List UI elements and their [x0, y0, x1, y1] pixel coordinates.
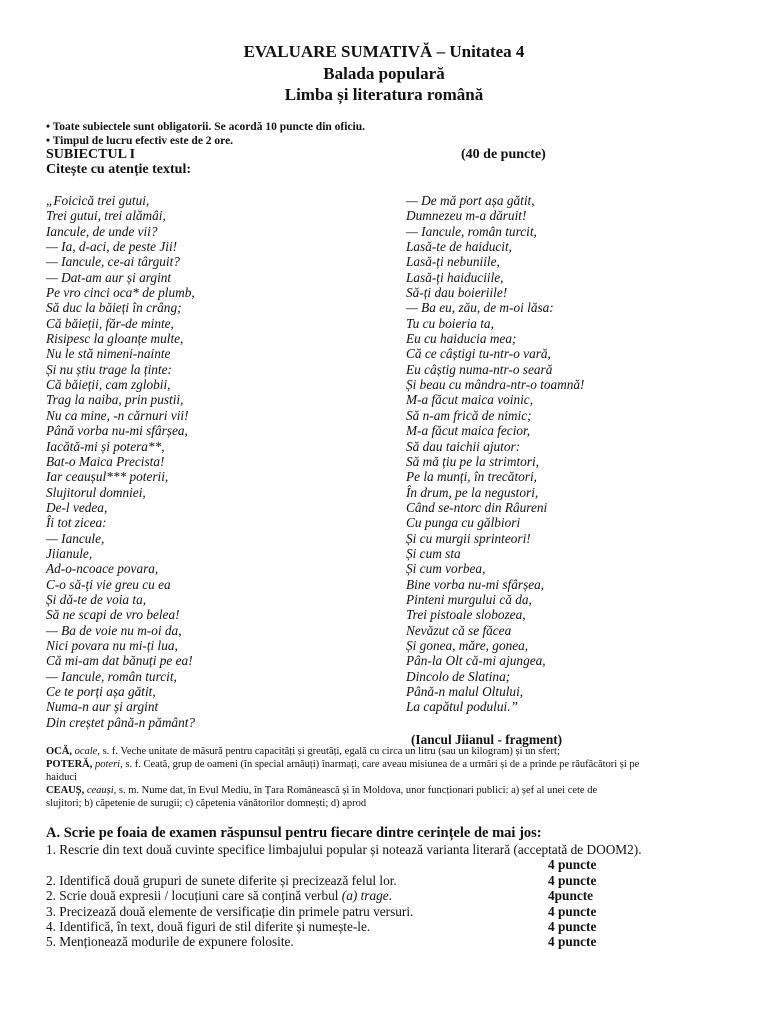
poem-verse: Iar ceaușul*** poterii,: [46, 469, 169, 485]
poem-verse: Trei gutui, trei alămâi,: [46, 208, 166, 224]
poem-verse: Că băieții, făr-de minte,: [46, 315, 174, 331]
poem-verse: Jiianule,: [46, 545, 93, 561]
poem-verse: Să duc la băieți în crâng;: [46, 300, 182, 316]
poem-verse: Eu câștig numa-ntr-o seară: [406, 361, 553, 377]
poem-verse: Trei pistoale slobozea,: [406, 607, 526, 623]
poem-right-column: [406, 193, 584, 715]
glossary-definition: s. f. Veche unitate de măsură pentru capacități și greutăți, egală cu circa un litru (sau un kilogram) și un sfert;: [99, 746, 560, 757]
task-verb: (a) trage: [341, 888, 389, 903]
poem-verse: — Dat-am aur și argint: [46, 269, 172, 285]
poem-verse: În drum, pe la negustori,: [406, 484, 539, 500]
poem-verse: Nu le stă nimeni-nainte: [46, 346, 171, 362]
rule-item: • Timpul de lucru efectiv este de 2 ore.: [46, 135, 234, 147]
poem-verse: Că băieții, cam zglobii,: [46, 377, 171, 393]
poem-verse: C-o să-ți vie greu cu ea: [46, 576, 171, 592]
glossary-entry: [46, 771, 706, 784]
rule-item: • Toate subiectele sunt obligatorii. Se acordă 10 puncte din oficiu.: [46, 121, 366, 133]
poem-verse: Lasă-te de haiducit,: [406, 239, 512, 255]
section-a-heading: A. Scrie pe foaia de examen răspunsul pentru fiecare dintre cerințele de mai jos:: [46, 825, 542, 841]
poem-verse: — Ba de voie nu m-oi da,: [46, 622, 182, 638]
poem-source-text: (Iancul Jiianul - fragment): [411, 732, 563, 747]
poem-verse: Și cu murgii sprinteori!: [406, 530, 531, 546]
poem-verse: Și gonea, măre, gonea,: [406, 637, 529, 653]
poem-verse: Dumnezeu m-a dăruit!: [406, 208, 527, 224]
poem-verse: Că mi-am dat bănuți pe ea!: [46, 653, 193, 669]
poem-verse: M-a făcut maica fecior,: [406, 423, 531, 439]
poem-verse: Și nu știu trage la ținte:: [46, 361, 172, 377]
glossary-entry: [46, 745, 706, 758]
poem-verse: Tu cu boieria ta,: [406, 315, 494, 331]
poem-verse: Trag la naiba, prin pustii,: [46, 392, 184, 408]
poem-verse: Nici povara nu mi-ți lua,: [46, 637, 178, 653]
poem-verse: La capătul podului.”: [406, 699, 518, 715]
poem-verse: Numa-n aur și argint: [46, 699, 159, 715]
poem-verse: Până vorba nu-mi sfârșea,: [46, 423, 188, 439]
task-points: 4 puncte: [548, 857, 597, 872]
task-points: 4 puncte: [548, 873, 597, 888]
glossary-definition: s. f. Ceată, grup de oameni (în special arnăuți) înarmați, care aveau misiunea de a urmări și de a prinde pe răufăcători și pe: [122, 759, 640, 770]
poem-verse: Dincolo de Slatina;: [406, 668, 511, 684]
poem-verse: Iacătă-mi și potera**,: [46, 438, 165, 454]
poem-verse: Ad-o-ncoace povara,: [46, 561, 159, 577]
poem-verse: — Ba eu, zău, de m-oi lăsa:: [406, 300, 554, 316]
poem-verse: Lasă-ți nebuniile,: [406, 254, 500, 270]
poem-verse: Până-n malul Oltului,: [406, 684, 524, 699]
glossary-entry: [46, 797, 706, 810]
poem-verse: Îi tot zicea:: [46, 515, 107, 531]
task-item: 5. Menționează modurile de expunere folosite.: [46, 934, 294, 949]
poem-verse: Pe la munți, în trecători,: [406, 469, 537, 485]
poem-verse: Lasă-ți haiduciile,: [406, 269, 504, 285]
poem-verse: Nu ca mine, -n cărnuri vii!: [46, 407, 189, 423]
task-item: 1. Rescrie din text două cuvinte specifice limbajului popular și notează varianta literară (acceptată de DOOM2).: [46, 842, 642, 857]
poem-verse: Eu cu haiducia mea;: [406, 331, 517, 347]
document-subtitle: Balada populară: [323, 64, 445, 83]
poem-verse: Când se-ntorc din Râureni: [406, 499, 548, 515]
poem-verse: — Iancule,: [46, 530, 105, 546]
poem-verse: Bat-o Maica Precista!: [46, 453, 165, 469]
glossary-term: OCĂ,: [46, 746, 72, 757]
glossary-definition: slujitori; b) căpetenie de surugii; c) căpetenia vânătorilor domnești; d) aprod: [46, 798, 367, 809]
poem-verse: Să ne scapi de vro belea!: [46, 607, 180, 623]
poem-verse: Și cum vorbea,: [406, 561, 486, 577]
task-item: 4. Identifică, în text, două figuri de stil diferite și numește-le.: [46, 919, 371, 934]
glossary-term: POTERĂ,: [46, 759, 93, 770]
poem-verse: Bine vorba nu-mi sfârșea,: [406, 576, 545, 592]
poem-verse: Din creștet până-n pământ?: [46, 714, 196, 730]
glossary-entry: [46, 758, 706, 771]
task-item: 2. Scrie două expresii / locuțiuni care să conțină verbul (a) trage.: [46, 888, 392, 903]
glossary-forms: ocale,: [74, 746, 100, 757]
poem-verse: Și beau cu mândra-ntr-o toamnă!: [406, 377, 585, 393]
poem-verse: Pân-la Olt că-mi ajungea,: [406, 653, 546, 669]
poem-verse: Să mă țiu pe la strimtori,: [406, 453, 539, 469]
poem-verse: — De mă port așa gătit,: [406, 193, 535, 208]
glossary-definition: s. m. Nume dat, în Evul Mediu, în Țara Românească și în Moldova, unor funcționari publici: a) șef al unei cete de: [116, 785, 598, 796]
glossary-entry: [46, 784, 706, 797]
glossary-term: CEAUȘ,: [46, 785, 85, 796]
poem-verse: Nevăzut că se făcea: [406, 622, 512, 638]
poem-verse: Iancule, de unde vii?: [46, 223, 158, 239]
poem-verse: Cu punga cu gălbiori: [406, 515, 521, 531]
poem-verse: Risipesc la gloanțe multe,: [46, 331, 184, 347]
poem-verse: Pinteni murgului că da,: [406, 591, 532, 607]
poem-verse: Slujitorul domniei,: [46, 484, 146, 500]
poem-verse: Să-ți dau boieriile!: [406, 285, 508, 301]
poem-verse: Să dau taichii ajutor:: [406, 438, 521, 454]
task-points: 4 puncte: [548, 904, 597, 919]
task-points: 4puncte: [548, 888, 594, 903]
poem-verse: „Foicică trei gutui,: [46, 193, 150, 208]
poem-left-column: [46, 193, 195, 730]
glossary-forms: ceauși,: [86, 785, 117, 796]
poem-verse: — Iancule, ce-ai târguit?: [46, 254, 180, 270]
poem-verse: Ce te porți așa gătit,: [46, 684, 156, 699]
poem-verse: Să n-am frică de nimic;: [406, 407, 532, 423]
task-item: 2. Identifică două grupuri de sunete diferite și precizează felul lor.: [46, 873, 397, 888]
poem-verse: De-l vedea,: [46, 499, 108, 515]
poem-verse: Pe vro cinci oca* de plumb,: [46, 285, 195, 301]
poem-verse: Și dă-te de voia ta,: [46, 591, 147, 607]
poem-verse: — Iancule, român turcit,: [46, 668, 177, 684]
poem-verse: M-a făcut maica voinic,: [406, 392, 534, 408]
poem-verse: — Ia, d-aci, de peste Jii!: [46, 239, 178, 255]
glossary: [46, 745, 706, 810]
task-points: 4 puncte: [548, 934, 597, 949]
poem-verse: — Iancule, român turcit,: [406, 223, 537, 239]
glossary-definition: haiduci: [46, 772, 77, 783]
task-item: 3. Precizează două elemente de versificație din primele patru versuri.: [46, 904, 414, 919]
document-subject-line: Limba și literatura română: [284, 85, 484, 104]
subject-title: SUBIECTUL I: [46, 147, 136, 162]
subject-points: (40 de puncte): [461, 147, 546, 162]
poem-verse: Și cum sta: [406, 545, 461, 561]
poem-verse: Că ce câștigi tu-ntr-o vară,: [406, 346, 551, 362]
document-title: EVALUARE SUMATIVĂ – Unitatea 4: [243, 42, 525, 61]
task-points: 4 puncte: [548, 919, 597, 934]
reading-instruction: Citește cu atenție textul:: [46, 162, 192, 177]
glossary-forms: poteri,: [95, 759, 123, 770]
